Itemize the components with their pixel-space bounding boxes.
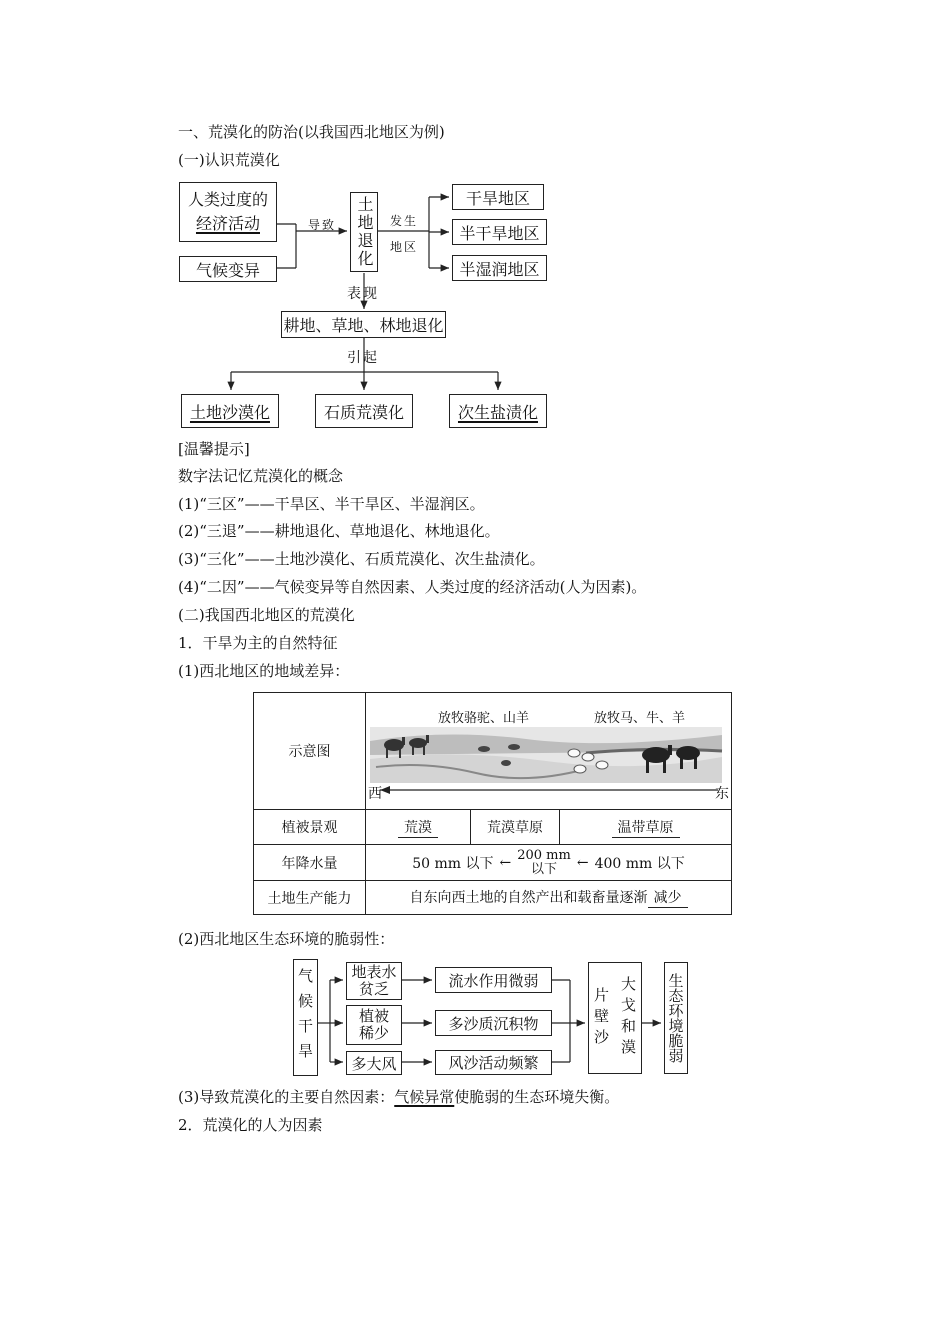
result-gobi-col2: 片壁沙 <box>592 986 610 1050</box>
productivity-text: 自东向西土地的自然产出和载畜量逐渐 <box>409 890 648 906</box>
factor-wind-box: 多大风 <box>346 1051 402 1075</box>
result-rocky-label: 石质荒漠化 <box>323 402 404 422</box>
east-label: 东 <box>715 786 729 802</box>
region-arid-label: 干旱地区 <box>465 188 530 208</box>
occur-label: 发生 <box>390 214 419 228</box>
arrow-left-icon: ← <box>576 854 589 871</box>
tip-item: (2)“三退”——耕地退化、草地退化、林地退化。 <box>178 522 500 540</box>
row-label-precipitation: 年降水量 <box>254 845 366 881</box>
region-label: 地区 <box>390 240 419 254</box>
point-heading: 2．荒漠化的人为因素 <box>178 1116 323 1134</box>
answer-climate-anomaly: 气候异常 <box>394 1088 455 1106</box>
veg-desert: 荒漠 <box>366 810 471 844</box>
row-label-vegetation: 植被景观 <box>254 810 366 845</box>
graze-east-label: 放牧马、牛、羊 <box>594 711 686 726</box>
cause-human-line2: 经济活动 <box>195 214 260 233</box>
cause-climate-label: 气候变异 <box>195 260 260 280</box>
point-subheading: (2)西北地区生态环境的脆弱性： <box>178 930 395 948</box>
veg-temperate-steppe: 温带草原 <box>560 810 731 844</box>
factor-vegetation-box: 植被 稀少 <box>346 1005 402 1045</box>
climate-dry-box <box>293 959 318 1076</box>
effect-runoff-box: 流水作用微弱 <box>435 967 552 993</box>
point-subheading: (1)西北地区的地域差异： <box>178 662 350 680</box>
result-gobi-col1: 大戈和漠 <box>619 976 637 1060</box>
cause-label: 引起 <box>347 350 379 366</box>
point-heading: 1．干旱为主的自然特征 <box>178 634 338 652</box>
result-gobi-desert-box <box>588 962 642 1074</box>
result-desertification-label: 土地沙漠化 <box>189 402 270 422</box>
section-heading: 一、荒漠化的防治(以我国西北地区为例) <box>178 123 445 141</box>
subsection-heading: (二)我国西北地区的荒漠化 <box>178 606 355 624</box>
tip-item: (1)“三区”——干旱区、半干旱区、半湿润区。 <box>178 495 485 513</box>
fragile-environment-box <box>664 962 688 1074</box>
manifest-label: 表现 <box>347 286 379 302</box>
tip-item: (4)“二因”——气候变异等自然因素、人类过度的经济活动(人为因素)。 <box>178 578 647 596</box>
land-degradation-label: 土地退化 <box>355 196 374 268</box>
productivity-answer: 减少 <box>648 887 688 908</box>
tip-item: (3)“三化”——土地沙漠化、石质荒漠化、次生盐渍化。 <box>178 550 545 568</box>
region-subhumid-label: 半湿润地区 <box>459 259 540 279</box>
climate-dry-label: 气候干旱 <box>296 967 314 1068</box>
point-subheading: (3)导致荒漠化的主要自然因素：气候异常使脆弱的生态环境失衡。 <box>178 1088 620 1106</box>
tip-title: [温馨提示] <box>178 440 250 458</box>
lead-to-label: 导致 <box>308 218 337 232</box>
precip-east: 400 mm 以下 <box>594 855 685 872</box>
effect-sandstorm-box: 风沙活动频繁 <box>435 1050 552 1075</box>
fragile-environment-label: 生态环境脆弱 <box>666 973 685 1063</box>
result-salinization-label: 次生盐渍化 <box>457 402 538 422</box>
tip-intro: 数字法记忆荒漠化的概念 <box>178 467 344 485</box>
arrow-left-icon: ← <box>499 854 512 871</box>
subsection-heading: (一)认识荒漠化 <box>178 151 280 169</box>
precip-mid: 200 mm 以下 <box>517 847 571 877</box>
row-label-schematic: 示意图 <box>254 693 366 810</box>
factor-surface-water-box: 地表水 贫乏 <box>346 962 402 1000</box>
precip-west: 50 mm 以下 <box>412 855 494 872</box>
row-label-productivity: 土地生产能力 <box>254 881 366 915</box>
effect-sediment-box: 多沙质沉积物 <box>435 1010 552 1036</box>
veg-desert-steppe: 荒漠草原 <box>471 810 560 844</box>
degradation-types-label: 耕地、草地、林地退化 <box>283 316 444 335</box>
graze-west-label: 放牧骆驼、山羊 <box>438 711 530 726</box>
region-semiarid-label: 半干旱地区 <box>459 223 540 243</box>
west-label: 西 <box>368 786 382 802</box>
cause-human-line1: 人类过度的 <box>187 190 268 209</box>
